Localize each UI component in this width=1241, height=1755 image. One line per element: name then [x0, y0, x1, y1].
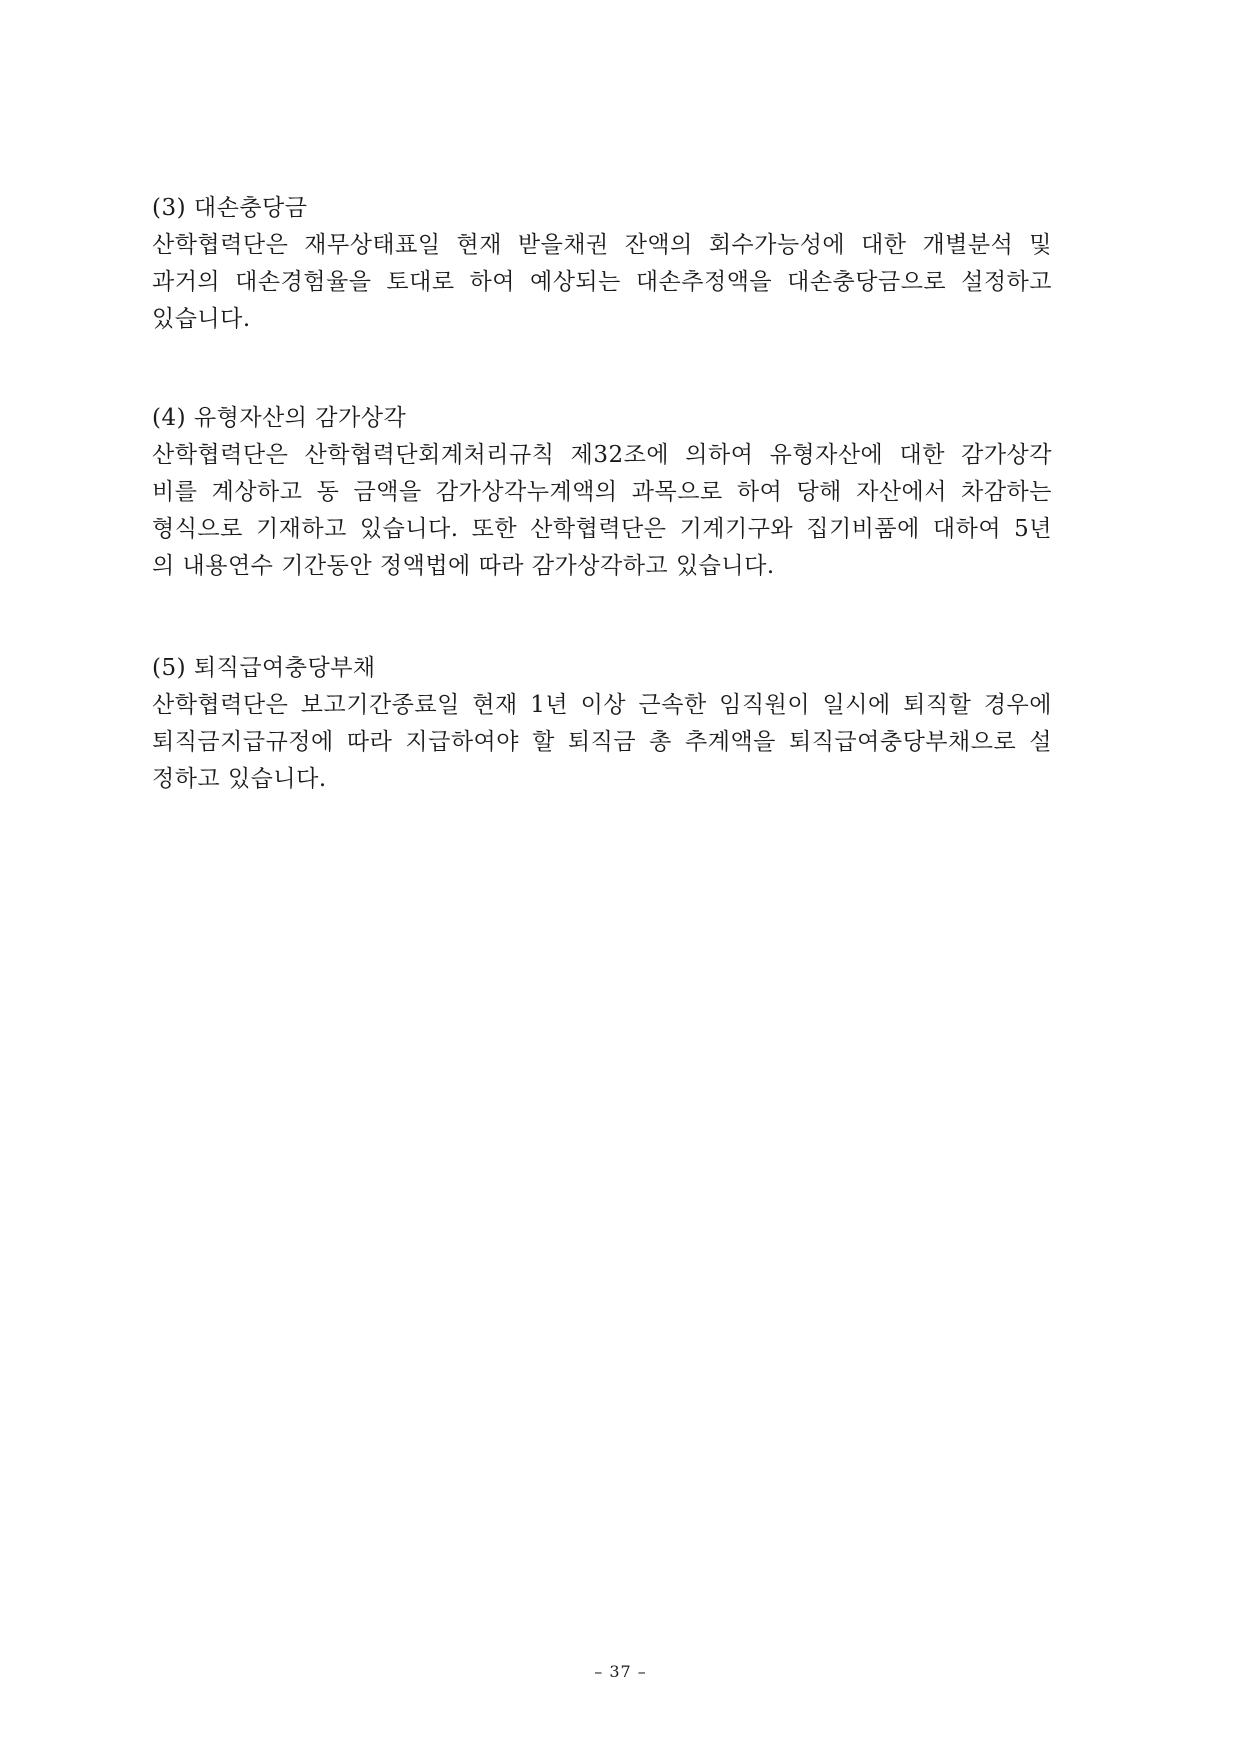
paragraph-line: 과거의 대손경험율을 토대로 하여 예상되는 대손추정액을 대손충당금으로 설정하고 [152, 269, 1052, 295]
paragraph-line: 형식으로 기재하고 있습니다. 또한 산학협력단은 기계기구와 집기비품에 대하여 5년 [152, 516, 1052, 542]
paragraph-line: 비를 계상하고 동 금액을 감가상각누계액의 과목으로 하여 당해 자산에서 차감하는 [152, 479, 1052, 505]
paragraph-line: 산학협력단은 재무상태표일 현재 받을채권 잔액의 회수가능성에 대한 개별분석 및 [152, 232, 1052, 258]
paragraph-line: 산학협력단은 산학협력단회계처리규칙 제32조에 의하여 유형자산에 대한 감가상각 [152, 442, 1052, 468]
paragraph-line: 산학협력단은 보고기간종료일 현재 1년 이상 근속한 임직원이 일시에 퇴직할 경우에 [152, 692, 1052, 718]
section-retirement-benefit-provision [152, 650, 1052, 798]
section-heading: (5) 퇴직급여충당부채 [152, 655, 376, 681]
section-heading: (4) 유형자산의 감가상각 [152, 405, 407, 431]
section-heading: (3) 대손충당금 [152, 195, 308, 221]
page-number: – 37 – [594, 1662, 647, 1681]
paragraph-line: 있습니다. [152, 306, 251, 332]
section-depreciation [152, 400, 1052, 585]
paragraph-line: 정하고 있습니다. [152, 766, 327, 792]
paragraph-line: 퇴직금지급규정에 따라 지급하여야 할 퇴직금 총 추계액을 퇴직급여충당부채으로 설 [152, 729, 1052, 755]
paragraph-line: 의 내용연수 기간동안 정액법에 따라 감가상각하고 있습니다. [152, 553, 775, 579]
section-allowance-for-doubtful-accounts [152, 190, 1052, 338]
